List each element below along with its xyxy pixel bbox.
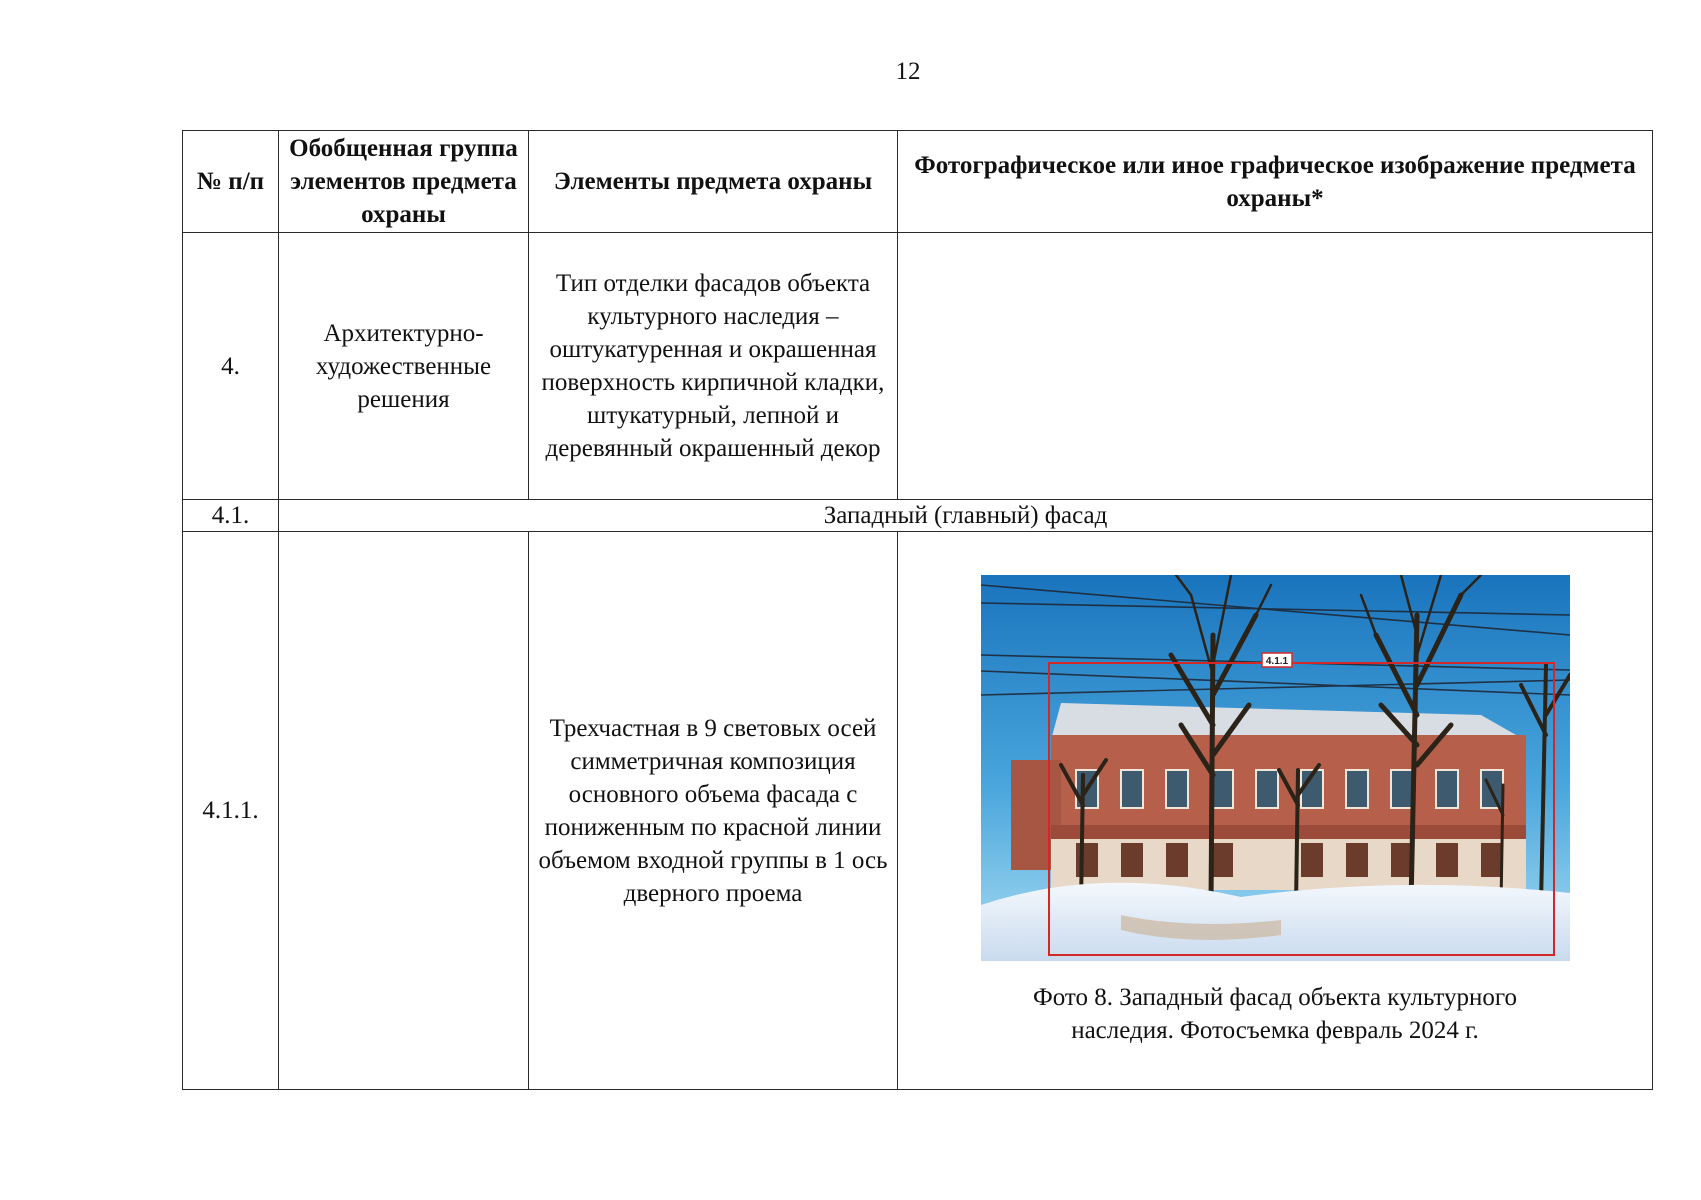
table-row <box>183 500 1653 532</box>
caption-line-2: наследия. Фотосъемка февраль 2024 г. <box>1071 1016 1479 1044</box>
section-title: Западный (главный) фасад <box>279 500 1653 532</box>
caption-line-1: Фото 8. Западный фасад объекта культурного <box>1032 983 1518 1011</box>
facade-photo <box>981 575 1570 961</box>
row-image <box>898 532 1653 1090</box>
header-image: Фотографическое или иное графическое изображение предмета охраны* <box>898 131 1653 233</box>
header-num: № п/п <box>183 131 279 233</box>
row-group <box>279 532 529 1090</box>
row-number: 4.1. <box>183 500 279 532</box>
table-row <box>183 532 1653 1090</box>
protection-table <box>182 130 1653 1090</box>
row-elements: Трехчастная в 9 световых осей симметричная композиция основного объема фасада с пониженным по красной линии объемом входной группы в 1 ось дверного проема <box>529 532 898 1090</box>
table-header-row <box>183 131 1653 233</box>
marker-label: 4.1.1 <box>1265 655 1288 667</box>
row-image-empty <box>898 233 1653 500</box>
row-group: Архитектурно-художественные решения <box>279 233 529 500</box>
page-number: 12 <box>895 58 921 85</box>
row-elements: Тип отделки фасадов объекта культурного наследия – оштукатуренная и окрашенная поверхность кирпичной кладки, штукатурный, лепной и деревянный окрашенный декор <box>529 233 898 500</box>
photo-caption <box>904 981 1646 1047</box>
row-number: 4.1.1. <box>183 532 279 1090</box>
row-number: 4. <box>183 233 279 500</box>
header-elements: Элементы предмета охраны <box>529 131 898 233</box>
header-group: Обобщенная группа элементов предмета охраны <box>279 131 529 233</box>
table-row <box>183 233 1653 500</box>
